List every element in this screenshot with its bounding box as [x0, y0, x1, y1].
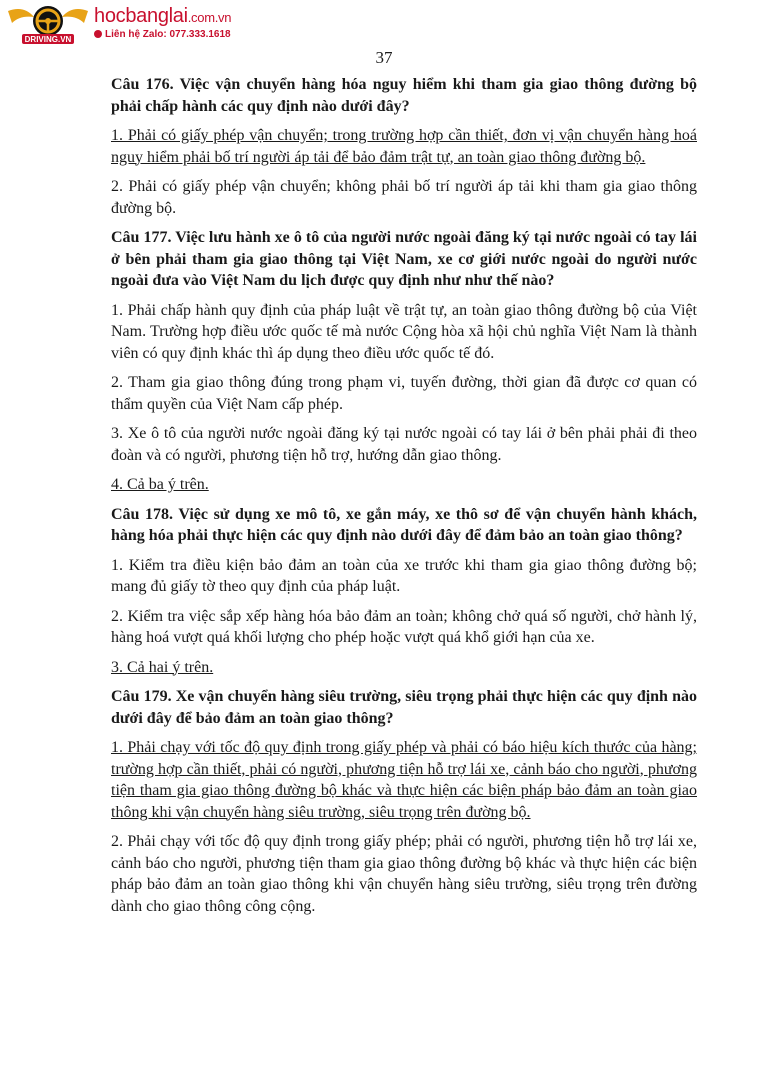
answer-176-2: 2. Phải có giấy phép vận chuyển; không phải bố trí người áp tải khi tham gia giao thông đường bộ.	[111, 178, 697, 217]
answer-178-3: 3. Cả hai ý trên.	[111, 658, 214, 676]
answer-179-1: 1. Phải chạy với tốc độ quy định trong giấy phép và phải có báo hiệu kích thước của hàng; trường hợp cần thiết, phải có người, phương tiện hỗ trợ lái xe, cảnh báo cho người, phương tiện tham gia giao thông đường bộ khác và thực hiện các biện pháp bảo đảm an toàn giao thông khi vận chuyển hàng siêu trường, siêu trọng trên đường bộ.	[111, 739, 697, 821]
phone-icon	[94, 30, 102, 38]
page-number: 37	[375, 48, 393, 67]
driving-logo	[6, 3, 90, 45]
answer-177-4: 4. Cả ba ý trên.	[111, 476, 209, 493]
answer-176-1: 1. Phải có giấy phép vận chuyển; trong trường hợp cần thiết, đơn vị vận chuyển hàng hoá nguy hiểm phải bố trí người áp tải để bảo đảm trật tự, an toàn giao thông đường bộ.	[111, 127, 697, 166]
question-176: Câu 176. Việc vận chuyển hàng hóa nguy hiểm khi tham gia giao thông đường bộ phải chấp hành các quy định nào dưới đây?	[111, 76, 697, 115]
svg-text:DRIVING.VN: DRIVING.VN	[24, 35, 72, 44]
answer-178-1: 1. Kiểm tra điều kiện bảo đảm an toàn của xe trước khi tham gia giao thông đường bộ; mang đủ giấy tờ theo quy định của pháp luật.	[111, 556, 697, 595]
brand-name[interactable]: hocbanglai.com.vn	[94, 5, 232, 27]
answer-178-2: 2. Kiểm tra việc sắp xếp hàng hóa bảo đảm an toàn; không chở quá số người, chở hành lý, hàng hoá vượt quá khối lượng cho phép hoặc vượt quá khổ giới hạn của xe.	[111, 607, 697, 646]
answer-177-3: 3. Xe ô tô của người nước ngoài đăng ký tại nước ngoài có tay lái ở bên phải phải đi theo đoàn và có người, phương tiện hỗ trợ, hướng dẫn giao thông.	[111, 425, 697, 464]
header	[6, 3, 266, 45]
answer-179-2: 2. Phải chạy với tốc độ quy định trong giấy phép; phải có người, phương tiện hỗ trợ lái xe, cảnh báo cho người, phương tiện tham gia giao thông đường bộ khác và thực hiện các biện pháp bảo đảm an toàn giao thông khi vận chuyển hàng siêu trường, siêu trọng trên đường dành cho giao thông công cộng.	[111, 833, 697, 915]
question-178: Câu 178. Việc sử dụng xe mô tô, xe gắn máy, xe thô sơ để vận chuyển hành khách, hàng hóa phải thực hiện các quy định nào dưới đây để đảm bảo an toàn giao thông?	[111, 505, 697, 544]
question-179: Câu 179. Xe vận chuyển hàng siêu trường, siêu trọng phải thực hiện các quy định nào dưới đây để bảo đảm an toàn giao thông?	[111, 688, 697, 727]
hotline: Liên hệ Zalo: 077.333.1618	[94, 29, 231, 40]
page-content	[111, 74, 697, 925]
answer-177-2: 2. Tham gia giao thông đúng trong phạm vi, tuyến đường, thời gian đã được cơ quan có thẩm quyền của Việt Nam cấp phép.	[111, 374, 697, 413]
answer-177-1: 1. Phải chấp hành quy định của pháp luật về trật tự, an toàn giao thông đường bộ của Việt Nam. Trường hợp điều ước quốc tế mà nước Cộng hòa xã hội chủ nghĩa Việt Nam là thành viên có quy định khác thì áp dụng theo điều ước quốc tế đó.	[111, 301, 697, 362]
question-177: Câu 177. Việc lưu hành xe ô tô của người nước ngoài đăng ký tại nước ngoài có tay lái ở bên phải tham gia giao thông tại Việt Nam, xe cơ giới nước ngoài do người nước ngoài đưa vào Việt Nam du lịch được quy định như như thế nào?	[111, 229, 697, 289]
